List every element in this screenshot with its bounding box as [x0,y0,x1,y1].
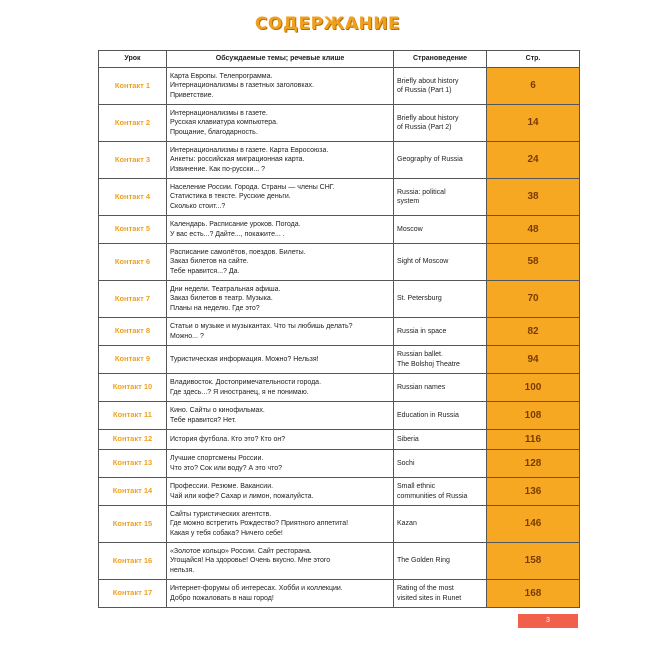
page-cell[interactable]: 6 [487,68,580,105]
page-cell[interactable]: 24 [487,142,580,179]
table-row [99,105,580,142]
topic-line: Добро пожаловать в наш город! [170,594,274,602]
culture-line: Rating of the most [397,585,454,593]
topics-cell [167,244,394,281]
culture-cell [394,318,487,346]
topic-line: Календарь. Расписание уроков. Погода. [170,221,301,229]
table-row [99,580,580,608]
topic-line: Интернет-форумы об интересах. Хобби и коллекции. [170,585,343,593]
lesson-cell[interactable]: Контакт 7 [99,281,167,318]
topic-line: Владивосток. Достопримечательности города. [170,379,322,387]
topic-line: Интернационализмы в газете. [170,109,268,117]
table-row [99,543,580,580]
lesson-cell[interactable]: Контакт 16 [99,543,167,580]
page-cell[interactable]: 168 [487,580,580,608]
page-cell[interactable]: 48 [487,216,580,244]
lesson-cell[interactable]: Контакт 14 [99,478,167,506]
culture-line: Sochi [397,459,415,467]
table-row [99,68,580,105]
page-cell[interactable]: 38 [487,179,580,216]
table-row [99,430,580,450]
topics-cell [167,105,394,142]
culture-cell [394,216,487,244]
page-title: СОДЕРЖАНИЕ [254,14,401,34]
topics-cell [167,179,394,216]
culture-cell [394,543,487,580]
topics-cell [167,430,394,450]
topics-cell [167,281,394,318]
culture-cell [394,478,487,506]
culture-cell [394,430,487,450]
topic-line: нельзя. [170,566,195,574]
topic-line: Прощание, благодарность. [170,128,258,136]
lesson-cell[interactable]: Контакт 8 [99,318,167,346]
culture-line: Briefly about history [397,77,459,85]
topic-line: История футбола. Кто это? Кто он? [170,435,286,443]
culture-cell [394,402,487,430]
page-cell[interactable]: 136 [487,478,580,506]
topic-line: Сколько стоит...? [170,202,226,210]
table-row [99,374,580,402]
topic-line: Карта Европы. Телепрограмма. [170,72,273,80]
page-cell[interactable]: 128 [487,450,580,478]
culture-cell [394,142,487,179]
topic-line: Тебе нравится? Нет. [170,416,237,424]
culture-line: Sight of Moscow [397,258,449,266]
topic-line: Сайты туристических агентств. [170,510,272,518]
lesson-cell[interactable]: Контакт 12 [99,430,167,450]
lesson-cell[interactable]: Контакт 5 [99,216,167,244]
culture-cell [394,105,487,142]
culture-line: of Russia (Part 2) [397,124,452,131]
contents-table [98,50,580,608]
culture-line: Russian names [397,383,446,391]
culture-line: Russia: political [397,188,446,196]
culture-line: visited sites in Runet [397,594,462,602]
topic-line: Извинение. Как по-русски... ? [170,165,266,173]
lesson-cell[interactable]: Контакт 1 [99,68,167,105]
table-row [99,142,580,179]
topic-line: Статистика в тексте. Русские деньги. [170,193,291,201]
culture-line: Briefly about history [397,114,459,122]
page-cell[interactable]: 94 [487,346,580,374]
topic-line: Туристическая информация. Можно? Нельзя! [170,355,319,363]
table-row [99,281,580,318]
culture-line: St. Petersburg [397,295,442,303]
culture-line: Geography of Russia [397,156,463,164]
topic-line: Можно... ? [170,332,204,340]
table-row [99,216,580,244]
topic-line: Какая у тебя собака? Ничего себе! [170,529,283,537]
culture-line: Siberia [397,435,419,443]
table-header-row [99,51,580,68]
page-cell[interactable]: 116 [487,430,580,450]
culture-line: system [397,198,420,205]
topics-cell [167,478,394,506]
page-cell[interactable]: 82 [487,318,580,346]
table-row [99,402,580,430]
lesson-cell[interactable]: Контакт 15 [99,506,167,543]
culture-line: Moscow [397,225,423,233]
topic-line: Чай или кофе? Сахар и лимон, пожалуйста. [170,492,314,500]
culture-cell [394,179,487,216]
culture-line: of Russia (Part 1) [397,87,452,94]
lesson-cell[interactable]: Контакт 4 [99,179,167,216]
page-cell[interactable]: 108 [487,402,580,430]
page-cell[interactable]: 146 [487,506,580,543]
culture-line: Kazan [397,520,417,528]
culture-cell [394,580,487,608]
culture-cell [394,506,487,543]
culture-line: communities of Russia [397,492,468,500]
culture-line: The Bolshoj Theatre [397,360,460,368]
topic-line: Дни недели. Театральная афиша. [170,285,281,293]
culture-cell [394,450,487,478]
topic-line: Что это? Сок или воду? А это что? [170,464,283,472]
topic-line: Интернационализмы в газетных заголовках. [170,82,314,90]
topic-line: «Золотое кольцо» России. Сайт ресторана. [170,547,312,555]
topic-line: Заказ билетов в театр. Музыка. [170,295,273,303]
header-topics: Обсуждаемые темы; речевые клише [167,51,394,68]
culture-cell [394,374,487,402]
topic-line: Статьи о музыке и музыкантах. Что ты любишь делать? [170,323,353,331]
topic-line: Заказ билетов на сайте. [170,258,249,266]
table-row [99,179,580,216]
topic-line: Приветствие. [170,91,214,99]
topic-line: Где можно встретить Рождество? Приятного аппетита! [170,520,349,528]
topic-line: Тебе нравится...? Да. [170,267,240,275]
culture-line: Small ethnic [397,483,436,491]
topic-line: Где здесь...? Я иностранец, я не понимаю. [170,388,309,396]
topics-cell [167,450,394,478]
table-body [99,68,580,608]
lesson-cell[interactable]: Контакт 11 [99,402,167,430]
topic-line: Русская клавиатура компьютера. [170,119,278,127]
topic-line: Анкеты: российская миграционная карта. [170,156,305,164]
table-row [99,318,580,346]
topics-cell [167,142,394,179]
topics-cell [167,580,394,608]
lesson-cell[interactable]: Контакт 13 [99,450,167,478]
culture-cell [394,281,487,318]
lesson-cell[interactable]: Контакт 6 [99,244,167,281]
topics-cell [167,402,394,430]
topics-cell [167,374,394,402]
topic-line: Лучшие спортсмены России. [170,455,264,463]
lesson-cell[interactable]: Контакт 3 [99,142,167,179]
page-number: 3 [518,614,578,628]
culture-cell [394,68,487,105]
topic-line: Кино. Сайты о кинофильмах. [170,407,265,415]
topics-cell [167,68,394,105]
topic-line: У вас есть...? Дайте..., покажите... . [170,230,285,238]
page-cell[interactable]: 70 [487,281,580,318]
topic-line: Расписание самолётов, поездов. Билеты. [170,248,306,256]
culture-line: Education in Russia [397,411,459,419]
topics-cell [167,506,394,543]
table-row [99,244,580,281]
table-row [99,506,580,543]
topics-cell [167,543,394,580]
header-page: Стр. [487,51,580,68]
page-cell[interactable]: 158 [487,543,580,580]
culture-line: Russian ballet. [397,351,443,359]
lesson-cell[interactable]: Контакт 2 [99,105,167,142]
lesson-cell[interactable]: Контакт 10 [99,374,167,402]
culture-line: The Golden Ring [397,557,450,565]
topics-cell [167,216,394,244]
page-cell[interactable]: 58 [487,244,580,281]
culture-line: Russia in space [397,327,447,335]
header-lesson: Урок [99,51,167,68]
topic-line: Интернационализмы в газете. Карта Евросоюза. [170,146,329,154]
culture-cell [394,346,487,374]
topic-line: Угощайся! На здоровье! Очень вкусно. Мне этого [170,557,331,565]
header-culture: Страноведение [394,51,487,68]
table-row [99,346,580,374]
table-row [99,450,580,478]
topic-line: Планы на неделю. Где это? [170,304,260,312]
topic-line: Население России. Города. Страны — члены СНГ. [170,183,335,191]
lesson-cell[interactable]: Контакт 9 [99,346,167,374]
lesson-cell[interactable]: Контакт 17 [99,580,167,608]
page-cell[interactable]: 14 [487,105,580,142]
culture-cell [394,244,487,281]
table-row [99,478,580,506]
topics-cell [167,346,394,374]
topics-cell [167,318,394,346]
page-cell[interactable]: 100 [487,374,580,402]
topic-line: Профессии. Резюме. Вакансии. [170,483,274,491]
